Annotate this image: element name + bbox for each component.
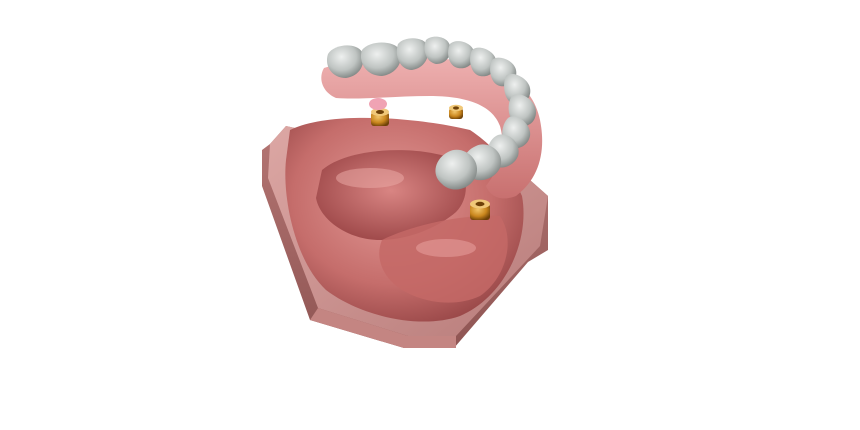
implant-abutment: [371, 108, 389, 126]
implant-abutment: [449, 105, 463, 119]
tooth: [448, 41, 474, 68]
implant-abutment: [470, 200, 490, 221]
denture-attachment: [369, 98, 387, 110]
gum-front-highlight: [416, 239, 476, 257]
tongue-highlight: [336, 168, 404, 188]
